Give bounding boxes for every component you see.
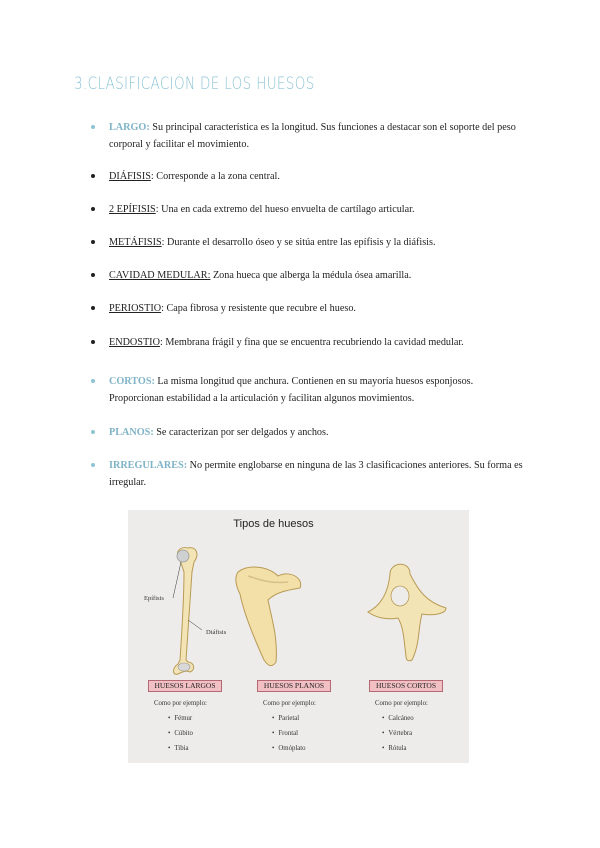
item-keyword: ENDOSTIO: [109, 337, 160, 348]
bullet-icon: [91, 125, 95, 129]
list-item-irregulares: [109, 457, 529, 491]
example-item: • Tibia: [168, 745, 189, 752]
bullet-icon: [91, 340, 95, 344]
list-item-planos: [109, 424, 529, 441]
example-head: Como por ejemplo:: [154, 700, 207, 707]
item-text: Zona hueca que alberga la médula ósea amarilla.: [210, 270, 412, 281]
category-huesos-largos: HUESOS LARGOS: [148, 680, 222, 692]
bullet-icon: [91, 273, 95, 277]
category-huesos-cortos: HUESOS CORTOS: [369, 680, 443, 692]
bone-illustrations: [128, 510, 469, 763]
diafisis-label: Diáfisis: [206, 629, 227, 636]
item-keyword: PERIOSTIO: [109, 303, 162, 314]
item-text: Se caracterizan por ser delgados y anchos.: [153, 427, 329, 438]
vertebra-illustration: [368, 564, 446, 661]
list-item-metafisis: [109, 234, 529, 251]
item-keyword: METÁFISIS: [109, 237, 162, 248]
item-text: : Una en cada extremo del hueso envuelta de cartílago articular.: [155, 204, 415, 215]
list-item-epifisis: [109, 201, 529, 218]
bullet-icon: [91, 379, 95, 383]
item-text: Su principal característica es la longitud. Sus funciones a destacar son el soporte del peso corporal y facilitar el movimiento.: [109, 122, 516, 150]
category-huesos-planos: HUESOS PLANOS: [257, 680, 331, 692]
example-item: • Frontal: [272, 730, 298, 737]
bullet-icon: [91, 430, 95, 434]
example-item: • Parietal: [272, 715, 299, 722]
example-item: • Fémur: [168, 715, 192, 722]
example-head: Como por ejemplo:: [263, 700, 316, 707]
bone-types-figure: [128, 510, 469, 763]
item-text: : Durante el desarrollo óseo y se sitúa entre las epífisis y la diáfisis.: [161, 237, 436, 248]
list-item-largo: [109, 119, 529, 153]
scapula-illustration: [236, 567, 301, 666]
item-text: : Capa fibrosa y resistente que recubre el hueso.: [161, 303, 356, 314]
epifisis-label: Epífisis: [144, 595, 164, 602]
item-keyword: LARGO:: [109, 122, 150, 133]
example-item: • Cúbito: [168, 730, 193, 737]
item-keyword: DIÁFISIS: [109, 171, 151, 182]
item-keyword: PLANOS:: [109, 427, 154, 438]
figure-title: Tipos de huesos: [233, 518, 314, 530]
bullet-icon: [91, 463, 95, 467]
list-item-endostio: [109, 334, 529, 351]
example-item: • Calcáneo: [382, 715, 414, 722]
bullet-icon: [91, 207, 95, 211]
item-text: : Membrana frágil y fina que se encuentra recubriendo la cavidad medular.: [159, 337, 464, 348]
item-text: La misma longitud que anchura. Contienen en su mayoría huesos esponjosos. Proporcionan estabilidad a la articulación y facilitan algunos movimientos.: [109, 376, 474, 404]
item-keyword: 2 EPÍFISIS: [109, 204, 156, 215]
item-text: No permite englobarse en ninguna de las 3 clasificaciones anteriores. Su forma es irregular.: [109, 460, 523, 488]
list-item-cavidad-medular: [109, 267, 529, 284]
list-item-periostio: [109, 300, 529, 317]
item-keyword: CAVIDAD MEDULAR:: [109, 270, 211, 281]
example-item: • Rótula: [382, 745, 407, 752]
example-head: Como por ejemplo:: [375, 700, 428, 707]
bullet-icon: [91, 174, 95, 178]
page-title: 3.CLASIFICACIÓN DE LOS HUESOS: [74, 74, 315, 93]
item-keyword: CORTOS:: [109, 376, 155, 387]
femur-illustration: [173, 548, 202, 675]
item-keyword: IRREGULARES:: [109, 460, 188, 471]
example-item: • Vértebra: [382, 730, 412, 737]
item-text: : Corresponde a la zona central.: [150, 171, 280, 182]
list-item-diafisis: [109, 168, 529, 185]
list-item-cortos: [109, 373, 529, 407]
bullet-icon: [91, 240, 95, 244]
example-item: • Omóplato: [272, 745, 306, 752]
bullet-icon: [91, 306, 95, 310]
